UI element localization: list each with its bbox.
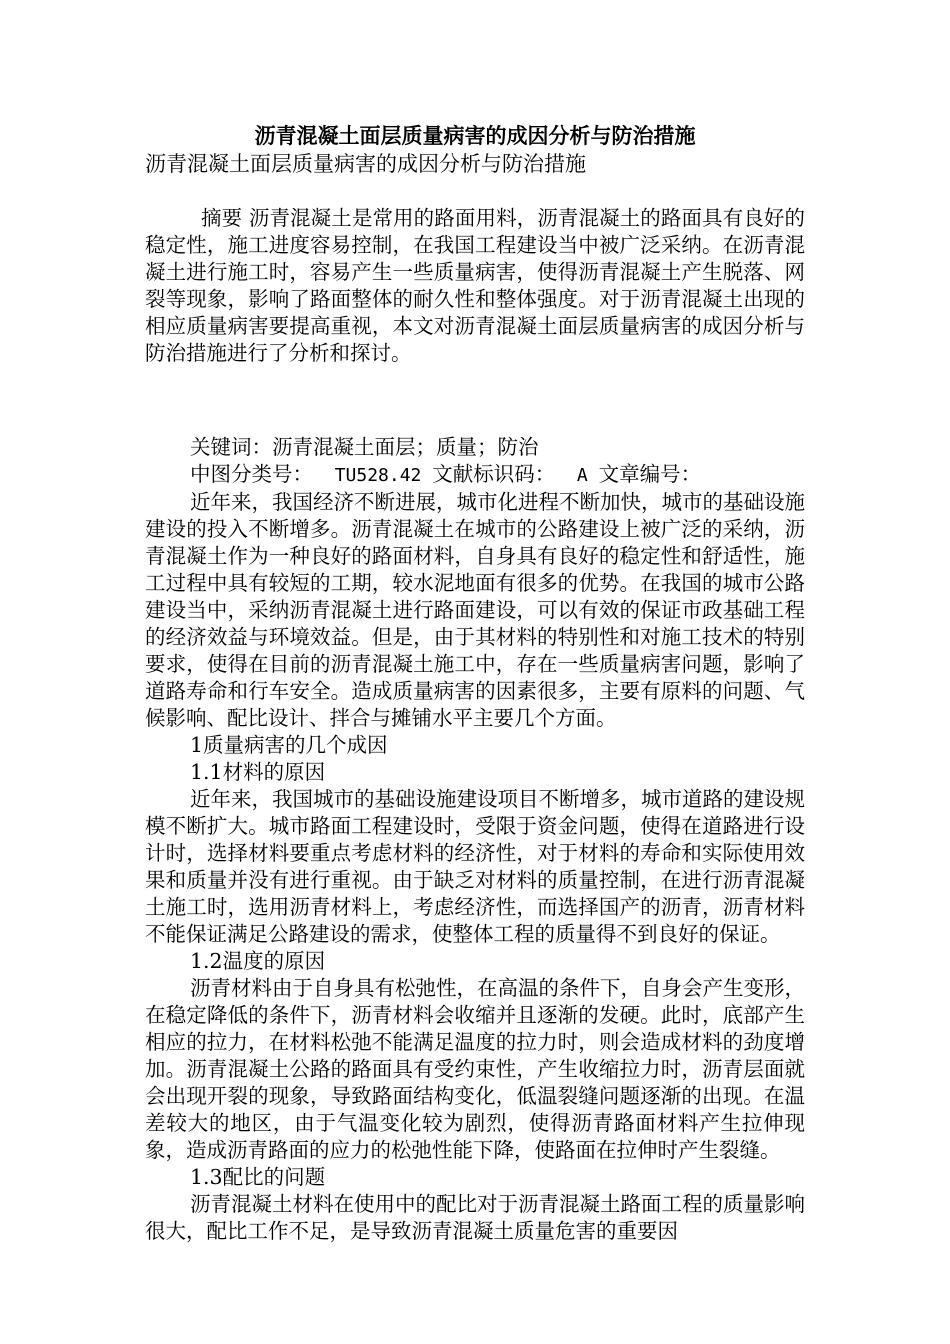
keywords-line: 关键词：沥青混凝土面层；质量；防治 [190, 435, 539, 459]
document-subtitle: 沥青混凝土面层质量病害的成因分析与防治措施 [145, 152, 586, 176]
abstract-text: 沥青混凝土是常用的路面用料，沥青混凝土的路面具有良好的稳定性，施工进度容易控制，在我国工程建设当中被广泛采纳。在沥青混凝土进行施工时，容易产生一些质量病害，使得沥青混凝土产生脱落、网裂等现象，影响了路面整体的耐久性和整体强度。对于沥青混凝土出现的相应质量病害要提高重视，本文对沥青混凝土面层质量病害的成因分析与防治措施进行了分析和探讨。 [145, 206, 806, 365]
doc-code-value: A [576, 465, 588, 486]
document-title: 沥青混凝土面层质量病害的成因分析与防治措施 [254, 123, 696, 148]
section-1-heading: 1质量病害的几个成因 [190, 733, 388, 757]
spacer [145, 367, 805, 407]
section-1-3-heading: 1.3配比的问题 [190, 1165, 326, 1189]
document-page [145, 122, 805, 1245]
abstract-paragraph [145, 205, 805, 367]
abstract-label: 摘要 [201, 206, 243, 230]
section-1-1-paragraph: 近年来，我国城市的基础设施建设项目不断增多，城市道路的建设规模不断扩大。城市路面工程建设时，受限于资金问题，使得在道路进行设计时，选择材料要重点考虑材料的经济性，对于材料的寿命和实际使用效果和质量并没有进行重视。由于缺乏对材料的质量控制，在进行沥青混凝土施工时，选用沥青材料上，考虑经济性，而选择国产的沥青，沥青材料不能保证满足公路建设的需求，使整体工程的质量得不到良好的保证。 [145, 787, 805, 946]
section-1-2-heading: 1.2温度的原因 [190, 949, 326, 973]
classification-line [145, 461, 805, 489]
doc-code-label: 文献标识码： [432, 462, 556, 486]
spacer [145, 178, 805, 205]
article-no-label: 文章编号： [598, 462, 702, 486]
spacer [145, 407, 805, 434]
section-1-2-paragraph: 沥青材料由于自身具有松弛性，在高温的条件下，自身会产生变形，在稳定降低的条件下，沥青材料会收缩并且逐渐的发硬。此时，底部产生相应的拉力，在材料松弛不能满足温度的拉力时，则会造成材料的劲度增加。沥青混凝土公路的路面具有受约束性，产生收缩拉力时，沥青层面就会出现开裂的现象，导致路面结构变化，低温裂缝问题逐渐的出现。在温差较大的地区，由于气温变化较为剧烈，使得沥青路面材料产生拉伸现象，造成沥青路面的应力的松弛性能下降，使路面在拉伸时产生裂缝。 [145, 976, 805, 1162]
section-1-1-heading: 1.1材料的原因 [190, 760, 326, 784]
section-1-3-paragraph: 沥青混凝土材料在使用中的配比对于沥青混凝土路面工程的质量影响很大，配比工作不足，是导致沥青混凝土质量危害的重要因 [145, 1192, 805, 1243]
clc-label: 中图分类号： [190, 462, 313, 486]
intro-paragraph: 近年来，我国经济不断进展，城市化进程不断加快，城市的基础设施建设的投入不断增多。沥青混凝土在城市的公路建设上被广泛的采纳，沥青混凝土作为一种良好的路面材料，自身具有良好的稳定性和舒适性，施工过程中具有较短的工期，较水泥地面有很多的优势。在我国的城市公路建设当中，采纳沥青混凝土进行路面建设，可以有效的保证市政基础工程的经济效益与环境效益。但是，由于其材料的特别性和对施工技术的特别要求，使得在目前的沥青混凝土施工中，存在一些质量病害问题，影响了道路寿命和行车安全。造成质量病害的因素很多，主要有原料的问题、气候影响、配比设计、拌合与摊铺水平主要几个方面。 [145, 490, 805, 730]
clc-value: TU528.42 [334, 465, 422, 486]
